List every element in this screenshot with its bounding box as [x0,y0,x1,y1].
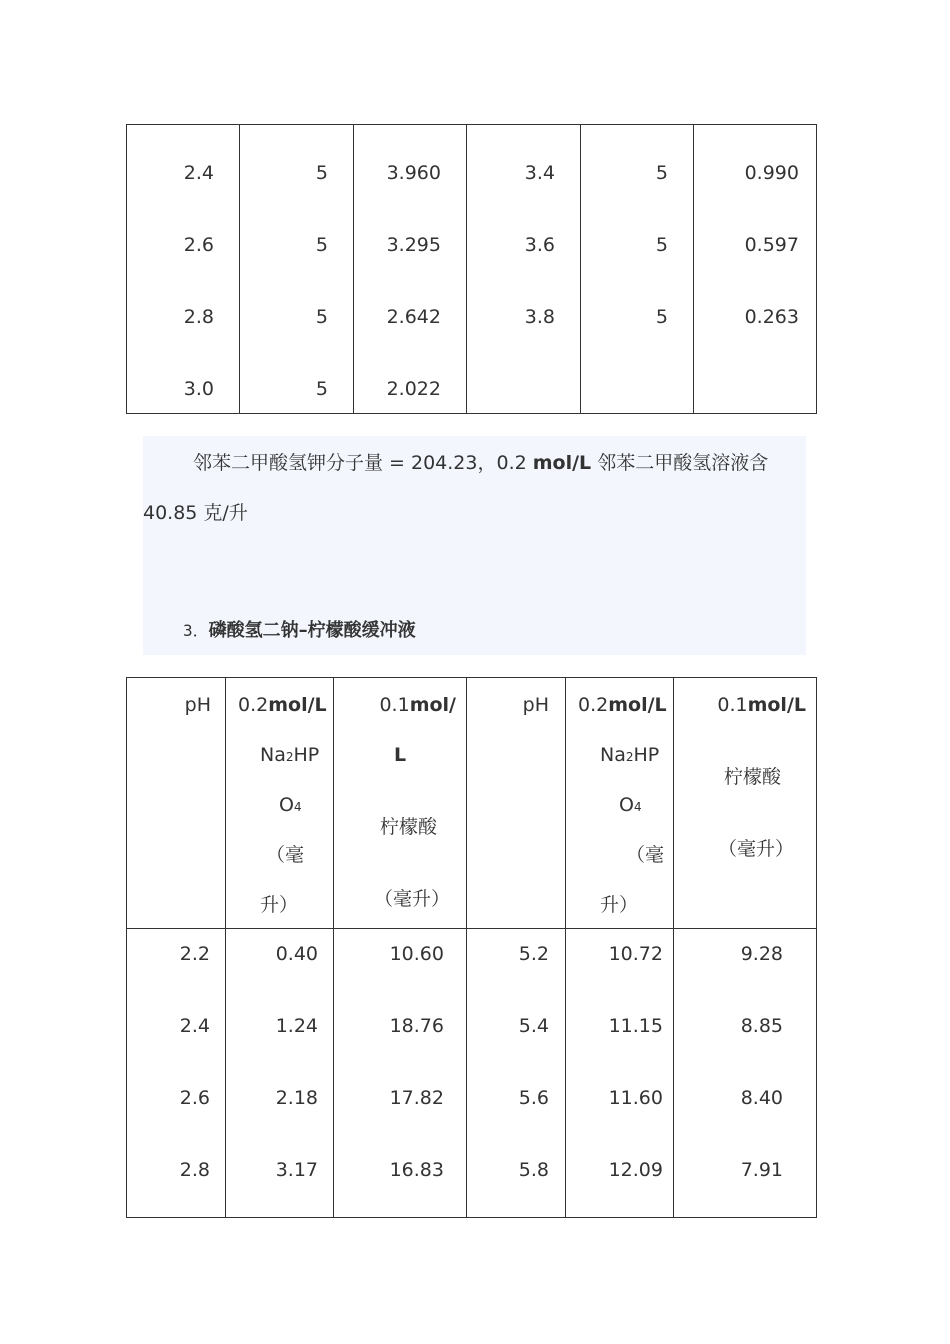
section-heading: 3．磷酸氢二钠–柠檬酸缓冲液 [183,620,416,641]
header-cell [467,678,566,929]
table-cell [240,125,354,414]
ph-header: pH [184,694,211,716]
table-potassium-phthalate [126,124,817,414]
table-cell: 10.60 18.76 17.82 16.83 [334,929,467,1218]
header-cell [127,678,226,929]
table-cell: 10.72 11.15 11.60 12.09 [566,929,674,1218]
table-phosphate-citrate [126,677,817,1218]
note-box [143,436,806,655]
table-cell: 5.2 5.4 5.6 5.8 [467,929,566,1218]
table-cell [694,125,817,414]
cell-value: 3.295 [386,234,441,256]
cell-value: 5 [315,306,328,328]
cell-value: 0.990 [744,162,799,184]
cell-value: 0.597 [744,234,799,256]
na2hpo4-header: 0.2mol/L [238,694,327,716]
header-cell: 0.2mol/L Na2HP O4 （毫 升） [566,678,674,929]
cell-value: 5 [655,234,668,256]
cell-value: 2.4 [183,162,214,184]
table-row [127,125,817,414]
cell-value: 5 [655,306,668,328]
header-cell: 0.1mol/L 柠檬酸 （毫升） [674,678,817,929]
table-header-row [127,678,817,929]
cell-value: 5 [655,162,668,184]
cell-value: 5 [315,162,328,184]
table-cell: 0.40 1.24 2.18 3.17 [226,929,334,1218]
cell-value: 3.960 [386,162,441,184]
table-cell [467,125,581,414]
citric-acid-header: 0.1mol/L [717,694,806,716]
cell-value: 5 [315,234,328,256]
cell-value: 3.6 [524,234,555,256]
table-row [127,929,817,1218]
table-cell [581,125,694,414]
cell-value: 2.6 [183,234,214,256]
cell-value: 2.642 [386,306,441,328]
header-cell: 0.1mol/ L 柠檬酸 （毫升） [334,678,467,929]
cell-value: 3.0 [183,378,214,400]
cell-value: 5 [315,378,328,400]
table-cell: 2.2 2.4 2.6 2.8 [127,929,226,1218]
cell-value: 2.022 [386,378,441,400]
na2hpo4-header: 0.2mol/L [578,694,667,716]
ph-header: pH [522,694,549,716]
citric-acid-header: 0.1mol/ [379,694,456,716]
molecular-weight-note: 邻苯二甲酸氢钾分子量 = 204.23，0.2 mol/L 邻苯二甲酸氢溶液含 [193,452,769,474]
cell-value: 3.4 [524,162,555,184]
header-cell: 0.2mol/L Na2HP O4 （毫 升） [226,678,334,929]
cell-value: 3.8 [524,306,555,328]
cell-value: 2.8 [183,306,214,328]
table-cell [127,125,240,414]
table-cell [354,125,467,414]
cell-value: 0.263 [744,306,799,328]
concentration-note: 40.85 克/升 [143,502,248,524]
table-cell: 9.28 8.85 8.40 7.91 [674,929,817,1218]
